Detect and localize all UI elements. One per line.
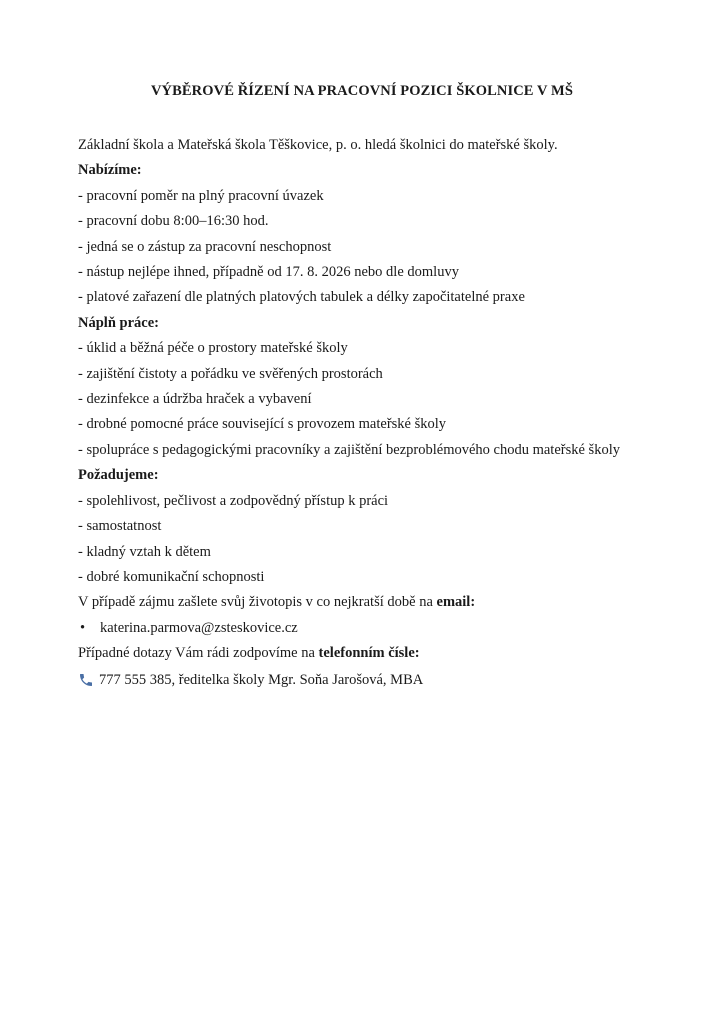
offer-heading: Nabízíme: bbox=[78, 162, 142, 179]
requirement-item: - kladný vztah k dětem bbox=[78, 543, 211, 560]
offer-item: - pracovní dobu 8:00–16:30 hod. bbox=[78, 213, 269, 230]
requirement-item: - spolehlivost, pečlivost a zodpovědný přístup k práci bbox=[78, 492, 389, 509]
document-body bbox=[78, 133, 698, 693]
email-address[interactable]: katerina.parmova@zsteskovice.cz bbox=[100, 619, 298, 636]
offer-item: - pracovní poměr na plný pracovní úvazek bbox=[78, 187, 324, 204]
intro-text: Základní škola a Mateřská škola Těškovice, p. o. hledá školnici do mateřské školy. bbox=[78, 137, 558, 153]
duty-item: - zajištění čistoty a pořádku ve svěřených prostorách bbox=[78, 365, 383, 382]
duty-item: - drobné pomocné práce související s provozem mateřské školy bbox=[78, 416, 447, 433]
duty-item: - dezinfekce a údržba hraček a vybavení bbox=[78, 391, 312, 408]
requirement-item: - samostatnost bbox=[78, 518, 162, 535]
questions-note bbox=[78, 641, 698, 666]
phone-icon bbox=[78, 672, 94, 688]
offer-item: - nástup nejlépe ihned, případně od 17. 8. 2026 nebo dle domluvy bbox=[78, 264, 459, 281]
bullet-icon: • bbox=[80, 619, 86, 636]
phone-text[interactable]: 777 555 385, ředitelka školy Mgr. Soňa Jarošová, MBA bbox=[99, 671, 424, 688]
duty-item: - úklid a běžná péče o prostory mateřské školy bbox=[78, 340, 348, 357]
duties-heading: Náplň práce: bbox=[78, 314, 159, 331]
questions-note-bold: telefonním čísle: bbox=[318, 645, 420, 662]
cv-note bbox=[78, 590, 698, 615]
cv-note-bold: email: bbox=[436, 594, 476, 611]
cv-note-text: V případě zájmu zašlete svůj životopis v co nejkratší době na bbox=[78, 594, 437, 611]
offer-item: - jedná se o zástup za pracovní neschopnost bbox=[78, 238, 332, 255]
page-title: VÝBĚROVÉ ŘÍZENÍ NA PRACOVNÍ POZICI ŠKOLNICE V MŠ bbox=[150, 83, 573, 99]
offer-item: - platové zařazení dle platných platových tabulek a délky započitatelné praxe bbox=[78, 289, 525, 306]
requirements-heading: Požadujeme: bbox=[78, 467, 159, 484]
questions-note-text: Případné dotazy Vám rádi zodpovíme na bbox=[78, 645, 319, 662]
requirement-item: - dobré komunikační schopnosti bbox=[78, 568, 265, 585]
phone-line bbox=[78, 668, 698, 693]
email-bullet-item bbox=[78, 616, 698, 641]
duty-item: - spolupráce s pedagogickými pracovníky a zajištění bezproblémového chodu mateřské školy bbox=[78, 441, 620, 458]
